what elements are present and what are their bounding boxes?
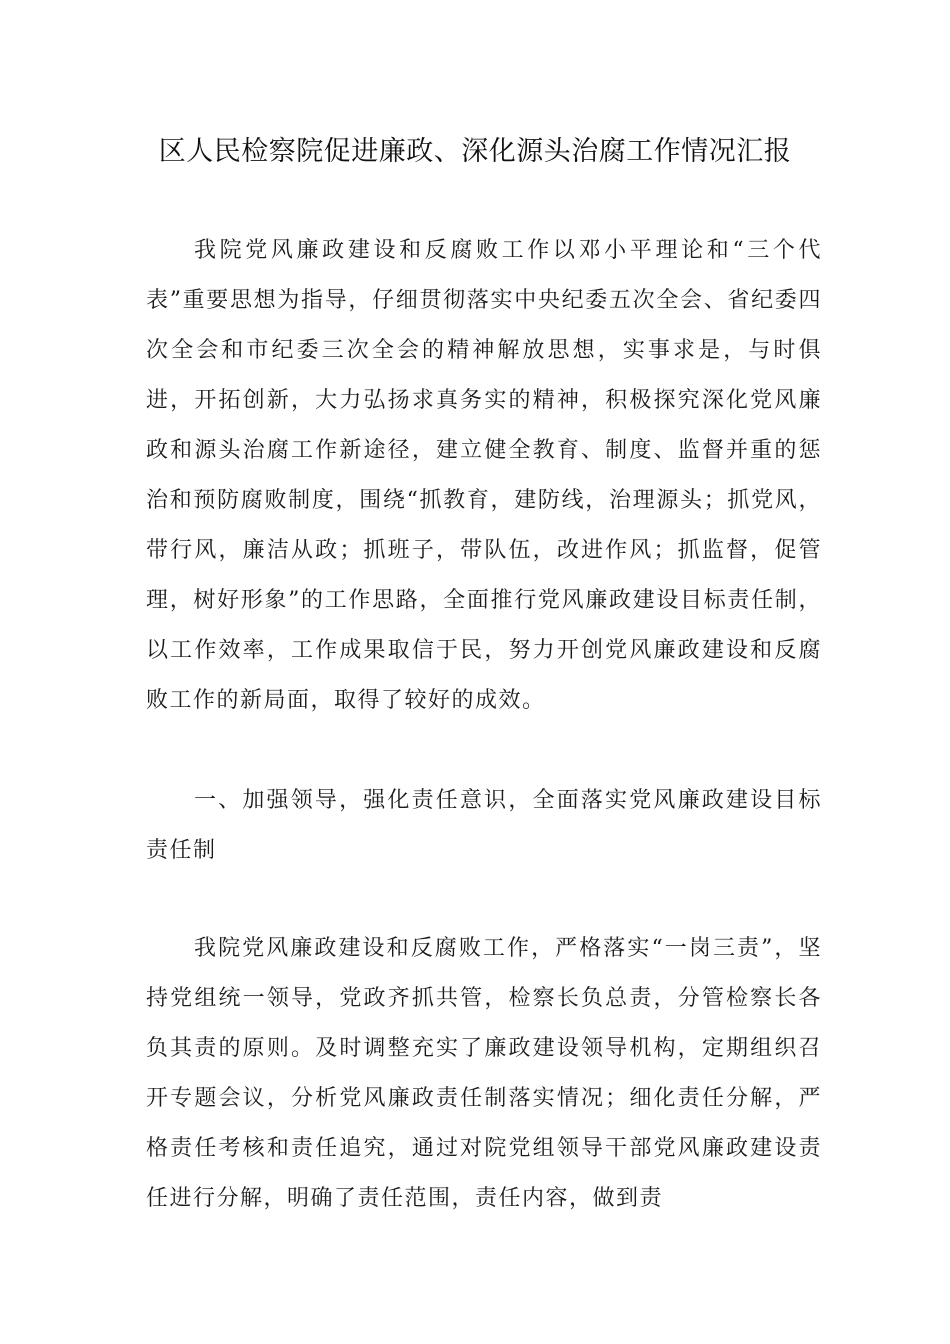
intro-paragraph: 我院党风廉政建设和反腐败工作以邓小平理论和“三个代表”重要思想为指导，仔细贯彻落实中央纪委五次全会、省纪委四次全会和市纪委三次全会的精神解放思想，实事求是，与时俱进，开拓创新，大力弘扬求真务实的精神，积极探究深化党风廉政和源头治腐工作新途径，建立健全教育、制度、监督并重的惩治和预防腐败制度，围绕“抓教育，建防线，治理源头；抓党风，带行风，廉洁从政；抓班子，带队伍，改进作风；抓监督，促管理，树好形象”的工作思路，全面推行党风廉政建设目标责任制，以工作效率，工作成果取信于民，努力开创党风廉政建设和反腐败工作的新局面，取得了较好的成效。 <box>146 238 822 713</box>
document-title: 区人民检察院促进廉政、深化源头治腐工作情况汇报 <box>158 136 792 167</box>
section-heading-1: 一、加强领导，强化责任意识，全面落实党风廉政建设目标责任制 <box>146 788 822 863</box>
section-1-paragraph: 我院党风廉政建设和反腐败工作，严格落实“一岗三责”，坚持党组统一领导，党政齐抓共管，检察长负总责，分管检察长各负其责的原则。及时调整充实了廉政建设领导机构，定期组织召开专题会议，分析党风廉政责任制落实情况；细化责任分解，严格责任考核和责任追究，通过对院党组领导干部党风廉政建设责任进行分解，明确了责任范围，责任内容，做到责 <box>146 936 822 1211</box>
